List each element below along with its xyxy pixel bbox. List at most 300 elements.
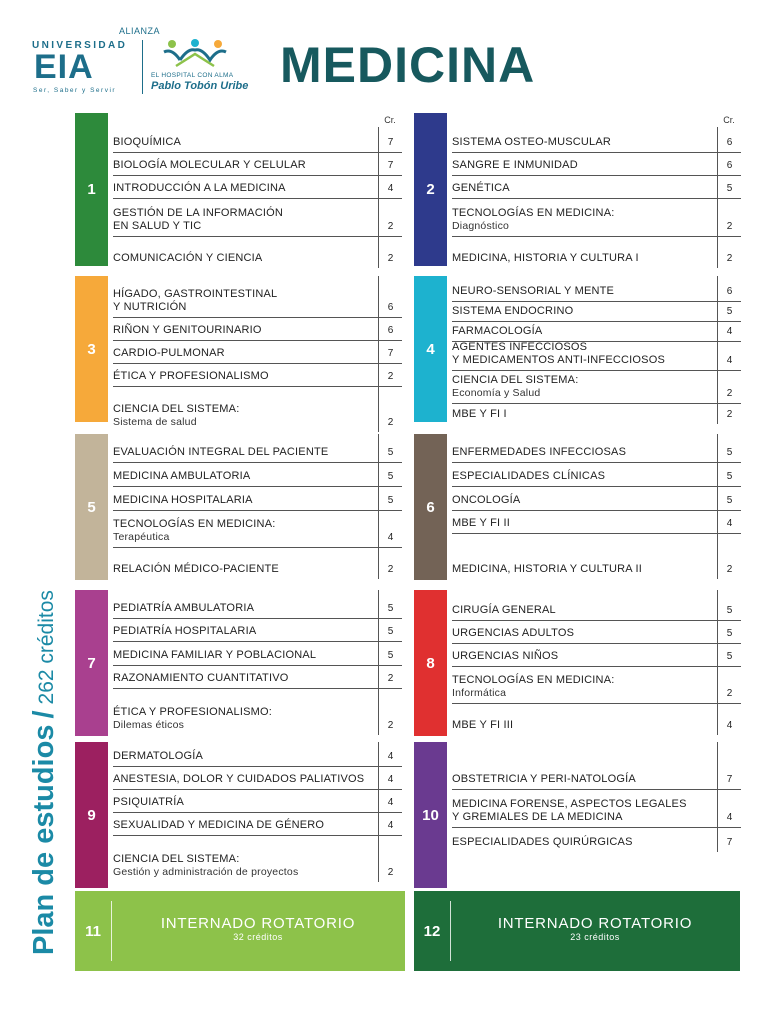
- course-name-line: MEDICINA, HISTORIA Y CULTURA II: [452, 563, 642, 575]
- course-name-line: ÉTICA Y PROFESIONALISMO: [113, 370, 269, 382]
- course-name-line: MBE Y FI III: [452, 719, 514, 731]
- semester-block-8: [414, 590, 741, 736]
- course-credits-value: 4: [387, 183, 394, 194]
- course-name-line: COMUNICACIÓN Y CIENCIA: [113, 252, 263, 264]
- course-credits: [378, 153, 402, 175]
- course-row: [452, 237, 741, 268]
- internship-number: 11: [85, 922, 101, 940]
- course-name: [113, 773, 364, 786]
- course-credits: [717, 302, 741, 321]
- course-credits-value: 2: [387, 253, 394, 264]
- course-row: [113, 642, 402, 666]
- course-credits-value: 6: [726, 160, 733, 171]
- course-row: [113, 590, 402, 619]
- course-subtitle: Diagnóstico: [452, 220, 510, 232]
- course-credits-value: 5: [726, 628, 733, 639]
- course-name-line-2: EN SALUD Y TIC: [113, 220, 202, 232]
- course-name: [113, 853, 298, 879]
- course-credits: [717, 237, 741, 268]
- course-name-line: DERMATOLOGÍA: [113, 750, 204, 762]
- course-name-line-2: Y GREMIALES DE LA MEDICINA: [452, 811, 623, 823]
- course-credits-value: 2: [726, 688, 733, 699]
- course-row: [452, 199, 741, 237]
- course-credits: [717, 342, 741, 370]
- course-credits: [378, 127, 402, 152]
- course-row: [452, 276, 741, 302]
- semester-block-10: [414, 742, 741, 888]
- course-credits: [378, 341, 402, 363]
- course-name: [452, 674, 615, 700]
- course-name: [113, 706, 272, 732]
- course-row: [113, 487, 402, 511]
- course-name: [452, 285, 614, 298]
- course-name-line: SANGRE E INMUNIDAD: [452, 159, 578, 171]
- course-name-line: SISTEMA ENDOCRINO: [452, 305, 574, 317]
- course-name: [452, 773, 636, 786]
- course-list: [113, 434, 402, 580]
- semester-number: 10: [414, 742, 447, 888]
- course-name-line: BIOLOGÍA MOLECULAR Y CELULAR: [113, 159, 306, 171]
- internship-block-11: [75, 891, 405, 971]
- course-credits-value: 4: [726, 812, 733, 823]
- course-name-line: TECNOLOGÍAS EN MEDICINA:: [452, 207, 615, 219]
- course-name: [452, 305, 573, 318]
- course-name-line: PEDIATRÍA HOSPITALARIA: [113, 625, 257, 637]
- course-name: [452, 252, 639, 265]
- course-row: [113, 689, 402, 735]
- course-name: [113, 370, 269, 383]
- semester-number: 8: [414, 590, 447, 736]
- course-credits-value: 7: [726, 774, 733, 785]
- course-row: [452, 404, 741, 424]
- hospital-name: Pablo Tobón Uribe: [151, 80, 249, 92]
- course-credits: [717, 704, 741, 735]
- course-name-line: RELACIÓN MÉDICO-PACIENTE: [113, 563, 279, 575]
- course-row: [113, 341, 402, 364]
- course-row: [113, 742, 402, 767]
- course-row: [113, 318, 402, 341]
- course-credits: [717, 371, 741, 403]
- course-row: [113, 463, 402, 487]
- page-title: MEDICINA: [280, 37, 536, 93]
- course-credits: [717, 153, 741, 175]
- course-name-line: CARDIO-PULMONAR: [113, 347, 225, 359]
- course-credits-value: 5: [726, 495, 733, 506]
- course-name-line: CIENCIA DEL SISTEMA:: [113, 403, 240, 415]
- course-credits-value: 4: [726, 518, 733, 529]
- course-credits-value: 7: [726, 837, 733, 848]
- course-name-line: ANESTESIA, DOLOR Y CUIDADOS PALIATIVOS: [113, 773, 365, 785]
- course-credits: [378, 364, 402, 386]
- course-name: [452, 159, 578, 172]
- course-row: [452, 704, 741, 735]
- course-credits-value: 7: [387, 160, 394, 171]
- course-credits: [378, 487, 402, 510]
- course-credits: [378, 790, 402, 812]
- course-credits-value: 5: [726, 471, 733, 482]
- semester-number: 9: [75, 742, 108, 888]
- course-name: [452, 207, 615, 233]
- course-row: [113, 153, 402, 176]
- course-credits: [717, 621, 741, 643]
- semester-number: 4: [414, 276, 447, 422]
- course-row: [113, 511, 402, 548]
- course-credits-value: 6: [726, 286, 733, 297]
- course-credits-value: 4: [726, 720, 733, 731]
- course-list: [452, 276, 741, 422]
- course-name: [113, 750, 203, 763]
- course-row: [452, 302, 741, 322]
- course-name-line: INTRODUCCIÓN A LA MEDICINA: [113, 182, 286, 194]
- course-name-line: ONCOLOGÍA: [452, 494, 521, 506]
- course-row: [452, 176, 741, 199]
- course-name-line: NEURO-SENSORIAL Y MENTE: [452, 285, 615, 297]
- course-row: [113, 176, 402, 199]
- course-name-line: BIOQUÍMICA: [113, 136, 182, 148]
- course-name-line: MEDICINA FAMILIAR Y POBLACIONAL: [113, 649, 317, 661]
- course-name-line: URGENCIAS NIÑOS: [452, 650, 559, 662]
- course-credits-value: 5: [387, 495, 394, 506]
- semester-block-4: [414, 276, 741, 422]
- course-credits-value: 2: [387, 673, 394, 684]
- credits-column-header: Cr.: [384, 115, 396, 125]
- course-credits: [378, 548, 402, 579]
- course-credits-value: 5: [726, 447, 733, 458]
- course-name: [113, 207, 283, 233]
- course-credits-value: 2: [387, 371, 394, 382]
- eia-pablo-tobon-logo: [30, 26, 250, 98]
- course-name-line: ÉTICA Y PROFESIONALISMO:: [113, 706, 273, 718]
- course-row: [113, 199, 402, 237]
- course-name-line: MEDICINA, HISTORIA Y CULTURA I: [452, 252, 639, 264]
- course-name-line: CIENCIA DEL SISTEMA:: [452, 374, 579, 386]
- course-name: [452, 627, 574, 640]
- course-subtitle: Informática: [452, 687, 507, 699]
- course-row: [113, 276, 402, 318]
- course-name-line: HÍGADO, GASTROINTESTINAL: [113, 288, 278, 300]
- course-name-line: MEDICINA FORENSE, ASPECTOS LEGALES: [452, 798, 687, 810]
- course-name: [452, 563, 642, 576]
- course-name: [113, 347, 225, 360]
- course-credits-value: 5: [387, 603, 394, 614]
- course-name-line: URGENCIAS ADULTOS: [452, 627, 575, 639]
- course-row: [113, 767, 402, 790]
- course-row: [113, 434, 402, 463]
- course-name-line: PSIQUIATRÍA: [113, 796, 185, 808]
- course-name: [113, 159, 306, 172]
- course-row: [452, 590, 741, 621]
- course-name-line: SEXUALIDAD Y MEDICINA DE GÉNERO: [113, 819, 325, 831]
- course-credits-value: 4: [387, 532, 394, 543]
- course-list: [113, 590, 402, 736]
- course-name: [452, 470, 605, 483]
- course-name: [452, 836, 633, 849]
- course-name: [452, 341, 665, 367]
- course-row: [452, 644, 741, 667]
- semester-block-2: [414, 113, 741, 266]
- course-credits: [717, 534, 741, 579]
- semester-block-1: [75, 113, 402, 266]
- course-row: [452, 127, 741, 153]
- course-row: [113, 790, 402, 813]
- course-name: [113, 796, 184, 809]
- course-name: [113, 649, 316, 662]
- course-row: [452, 790, 741, 828]
- course-row: [452, 463, 741, 487]
- course-credits: [717, 742, 741, 789]
- course-credits: [378, 619, 402, 641]
- course-name: [113, 136, 181, 149]
- course-credits: [378, 463, 402, 486]
- internship-credits: 32 créditos: [233, 932, 283, 942]
- course-credits: [378, 666, 402, 688]
- course-credits: [717, 404, 741, 424]
- course-credits: [717, 322, 741, 341]
- course-name-line: OBSTETRICIA Y PERI-NATOLOGÍA: [452, 773, 636, 785]
- course-credits: [717, 176, 741, 198]
- course-name-line: TECNOLOGÍAS EN MEDICINA:: [113, 518, 276, 530]
- course-name-line: GENÉTICA: [452, 182, 510, 194]
- course-credits: [717, 487, 741, 510]
- logo-eia-text: EIA: [34, 48, 94, 86]
- course-row: [113, 813, 402, 836]
- course-name: [452, 408, 507, 421]
- course-credits-value: 4: [387, 774, 394, 785]
- course-credits-value: 5: [726, 183, 733, 194]
- course-credits-value: 4: [726, 355, 733, 366]
- course-row: [452, 434, 741, 463]
- semester-block-6: [414, 434, 741, 580]
- course-name: [113, 518, 276, 544]
- course-row: [452, 322, 741, 342]
- course-name: [113, 470, 250, 483]
- course-credits-value: 2: [726, 388, 733, 399]
- hospital-tagline: EL HOSPITAL CON ALMA: [151, 72, 234, 79]
- course-row: [113, 127, 402, 153]
- logo-divider: [142, 40, 143, 94]
- course-name: [452, 650, 558, 663]
- internship-block-12: [414, 891, 740, 971]
- course-name: [452, 604, 556, 617]
- course-name: [113, 494, 253, 507]
- course-subtitle: Gestión y administración de proyectos: [113, 866, 299, 878]
- course-credits: [378, 318, 402, 340]
- course-name: [452, 182, 510, 195]
- internship-number: 12: [423, 922, 441, 940]
- course-name-line: SISTEMA OSTEO-MUSCULAR: [452, 136, 612, 148]
- course-row: [452, 828, 741, 852]
- course-name-line: MEDICINA AMBULATORIA: [113, 470, 251, 482]
- course-credits-value: 5: [387, 650, 394, 661]
- course-row: [113, 387, 402, 432]
- course-name: [113, 182, 286, 195]
- course-credits-value: 2: [387, 564, 394, 575]
- internship-title: INTERNADO ROTATORIO: [497, 915, 693, 932]
- side-title: [28, 590, 61, 955]
- course-name-line: CIENCIA DEL SISTEMA:: [113, 853, 240, 865]
- course-name-line: EVALUACIÓN INTEGRAL DEL PACIENTE: [113, 446, 329, 458]
- course-row: [452, 667, 741, 704]
- course-list: [452, 434, 741, 580]
- course-credits: [378, 387, 402, 432]
- course-row: [113, 548, 402, 579]
- internship-title: INTERNADO ROTATORIO: [160, 915, 356, 932]
- course-row: [452, 342, 741, 371]
- course-row: [113, 666, 402, 689]
- course-name-line: TECNOLOGÍAS EN MEDICINA:: [452, 674, 615, 686]
- course-list: [113, 113, 402, 266]
- course-name: [113, 252, 262, 265]
- course-credits-value: 2: [387, 867, 394, 878]
- course-credits-value: 5: [726, 306, 733, 317]
- semester-number: 2: [414, 113, 447, 266]
- course-credits-value: 5: [387, 447, 394, 458]
- course-name: [452, 325, 542, 338]
- course-name: [452, 494, 520, 507]
- course-name: [113, 563, 279, 576]
- course-name-line: GESTIÓN DE LA INFORMACIÓN: [113, 207, 284, 219]
- side-title-main: Plan de estudios: [28, 724, 60, 955]
- course-name-line: CIRUGÍA GENERAL: [452, 604, 556, 616]
- logo-alianza-text: ALIANZA: [119, 26, 161, 36]
- course-name-line-2: Y MEDICAMENTOS ANTI-INFECCIOSOS: [452, 354, 665, 366]
- course-credits-value: 2: [387, 417, 394, 428]
- course-credits: [378, 742, 402, 766]
- course-credits-value: 5: [387, 471, 394, 482]
- credits-column-header: Cr.: [723, 115, 735, 125]
- course-subtitle: Economía y Salud: [452, 387, 541, 399]
- semester-number: 6: [414, 434, 447, 580]
- side-title-credits: 262 créditos: [35, 590, 58, 705]
- course-name-line: RAZONAMIENTO CUANTITATIVO: [113, 672, 289, 684]
- logo-motto-text: Ser, Saber y Servir: [33, 87, 117, 94]
- course-subtitle: Dilemas éticos: [113, 719, 185, 731]
- course-credits: [378, 642, 402, 665]
- course-credits: [378, 276, 402, 317]
- course-credits: [717, 644, 741, 666]
- course-name: [113, 672, 289, 685]
- course-credits: [378, 590, 402, 618]
- course-list: [452, 113, 741, 266]
- course-row: [452, 621, 741, 644]
- semester-block-7: [75, 590, 402, 736]
- course-name-line: PEDIATRÍA AMBULATORIA: [113, 602, 255, 614]
- course-name-line: ENFERMEDADES INFECCIOSAS: [452, 446, 627, 458]
- semester-number: 7: [75, 590, 108, 736]
- course-row: [113, 364, 402, 387]
- course-credits: [378, 836, 402, 882]
- course-credits: [717, 590, 741, 620]
- course-credits: [717, 790, 741, 827]
- semester-number: 1: [75, 113, 108, 266]
- course-credits: [717, 199, 741, 236]
- course-name: [113, 403, 239, 429]
- course-credits-value: 6: [387, 302, 394, 313]
- course-row: [452, 371, 741, 404]
- course-credits: [717, 511, 741, 533]
- course-name-line: AGENTES INFECCIOSOS: [452, 341, 588, 353]
- course-row: [113, 619, 402, 642]
- course-list: [452, 742, 741, 888]
- course-list: [113, 742, 402, 888]
- course-credits-value: 2: [726, 253, 733, 264]
- course-row: [452, 487, 741, 511]
- semester-number: 5: [75, 434, 108, 580]
- course-credits: [717, 667, 741, 703]
- course-name-line-2: Y NUTRICIÓN: [113, 301, 187, 313]
- course-credits: [378, 199, 402, 236]
- course-credits-value: 2: [387, 221, 394, 232]
- course-name: [113, 324, 262, 337]
- internship-credits: 23 créditos: [570, 932, 620, 942]
- course-name: [452, 798, 687, 824]
- course-credits: [378, 767, 402, 789]
- course-name: [452, 136, 611, 149]
- course-name: [452, 446, 626, 459]
- course-subtitle: Terapéutica: [113, 531, 170, 543]
- semester-block-9: [75, 742, 402, 888]
- course-credits: [717, 828, 741, 852]
- course-credits: [378, 511, 402, 547]
- course-row: [113, 237, 402, 268]
- course-name-line: MEDICINA HOSPITALARIA: [113, 494, 253, 506]
- course-name: [113, 602, 254, 615]
- course-credits-value: 5: [726, 605, 733, 616]
- course-name: [113, 625, 256, 638]
- course-credits-value: 2: [726, 409, 733, 420]
- course-credits: [378, 237, 402, 268]
- course-credits-value: 7: [387, 137, 394, 148]
- course-credits: [717, 276, 741, 301]
- course-name: [113, 819, 324, 832]
- side-title-slash: /: [28, 710, 60, 719]
- course-name-line: ESPECIALIDADES QUIRÚRGICAS: [452, 836, 633, 848]
- course-row: [113, 836, 402, 882]
- course-name-line: MBE Y FI I: [452, 408, 507, 420]
- course-list: [452, 590, 741, 736]
- course-name-line: MBE Y FI II: [452, 517, 511, 529]
- course-list: [113, 276, 402, 428]
- course-credits: [717, 463, 741, 486]
- course-row: [452, 534, 741, 579]
- course-name-line: ESPECIALIDADES CLÍNICAS: [452, 470, 606, 482]
- semester-block-5: [75, 434, 402, 580]
- course-credits-value: 2: [726, 221, 733, 232]
- semester-block-3: [75, 276, 402, 428]
- course-credits: [717, 127, 741, 152]
- semester-number: 3: [75, 276, 108, 422]
- course-row: [452, 742, 741, 790]
- course-credits-value: 2: [726, 564, 733, 575]
- course-credits-value: 4: [387, 820, 394, 831]
- course-credits: [378, 689, 402, 735]
- logo-universidad-text: UNIVERSIDAD: [32, 40, 128, 51]
- course-credits: [378, 176, 402, 198]
- course-credits: [717, 434, 741, 462]
- course-credits-value: 5: [726, 651, 733, 662]
- course-name: [452, 374, 578, 400]
- hospital-figures-icon: [162, 38, 228, 68]
- course-credits-value: 4: [387, 751, 394, 762]
- course-subtitle: Sistema de salud: [113, 416, 197, 428]
- course-credits: [378, 813, 402, 835]
- course-name-line: RIÑON Y GENITOURINARIO: [113, 324, 262, 336]
- course-name: [113, 446, 328, 459]
- course-credits-value: 2: [387, 720, 394, 731]
- course-credits-value: 4: [726, 326, 733, 337]
- course-credits-value: 6: [387, 325, 394, 336]
- course-credits-value: 7: [387, 348, 394, 359]
